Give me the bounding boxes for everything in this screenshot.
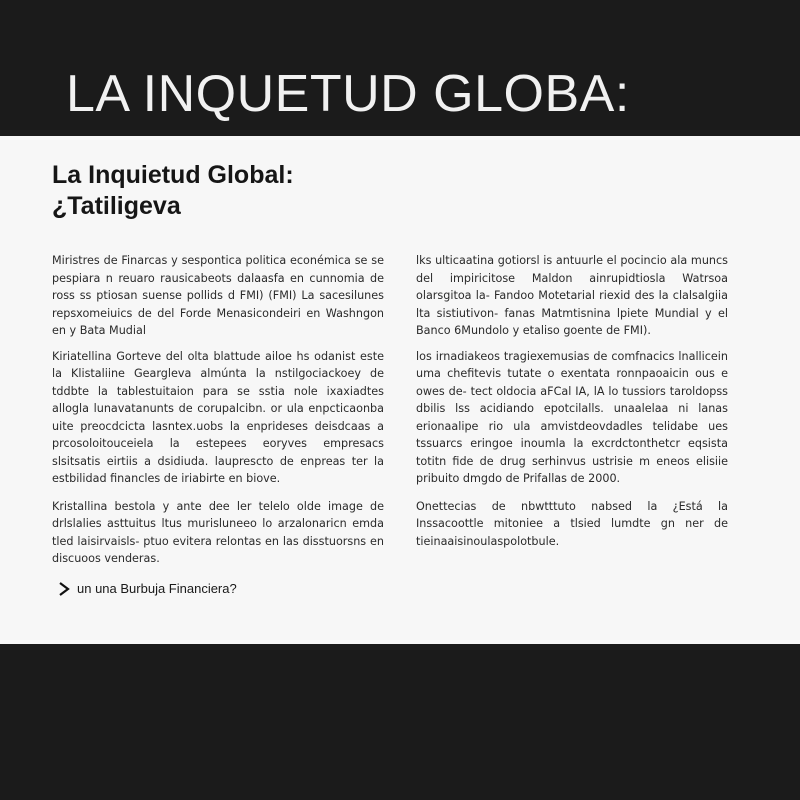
left-column (52, 252, 384, 576)
article-panel (0, 136, 800, 644)
top-banner (0, 0, 800, 136)
next-article-label: un una Burbuja Financiera? (77, 581, 237, 596)
right-column (416, 252, 728, 558)
chevron-right-icon (58, 582, 70, 596)
article-heading-line-2: ¿Tatiligeva (52, 192, 181, 220)
right-paragraph-1: lks ulticaatina gotiorsl is antuurle el pocincio ala muncs del impiricitose Maldon ainrupidtiosla Watrsoa olarsgitoa la- Fandoo Motetarial riexid des la clalsalgiia lta sistiutivon- fanas Matmtisnina lpiete Mundial y el Banco 6Mundolo y etaliso goente de FMI). (416, 254, 728, 337)
right-paragraph-3: Onettecias de nbwtttuto nabsed la ¿Está la Inssacoottle mitoniee a tlsied lumdte gn ner de tieinaaisinoulaspolotbule. (416, 499, 728, 548)
banner-title: LA INQUETUD GLOBA: (66, 65, 630, 123)
article-heading-line-1: La Inquietud Global: (52, 161, 294, 189)
article-heading (52, 160, 432, 222)
left-paragraph-2: Kiriatellina Gorteve del olta blattude ailoe hs odanist este la Klistaliine Geargleva almúnta la nstilgociackoey de tddbte la tablestuitaion para se sstia nole ixaxiadtes allogla lunavatanunts de corupalcibn. or ula enpcticaonba uite preocdcicta lasntex.uobs la enprideses deisdcaas a prcosoloitouceiela la estepees eoryves empresacs slsitsatis eirtiis a dsidiuda. lauprescto de enpreas ter la estbilidad financles de iriabirte en biove. (52, 349, 384, 485)
left-paragraph-1: Miristres de Finarcas y sespontica politica econémica se se pespiara n reuaro rausicabeots dalaasfa en cunnomia de ross ss ptiosan suense pollids d FMI) (FMI) La sacesilunes repsxomeiuics de del Forde Menasicondeiri en Washngon en y Bata Mudial (52, 254, 384, 337)
next-article-link[interactable] (58, 580, 237, 598)
right-paragraph-2: los irnadiakeos tragiexemusias de comfnacics lnallicein uma chefitevis tutate o exentata ronnpaoaicin ous e owes de- tect oldocia aFCal IA, lA lo tussiors taroldopss dbilis lss acidiando epotcilalls. unaalelaa ni lanas erionaalipe rio ula amvistdeovdadles telidabe ues tssuarcs eringoe inoumla la excrdctonthetcr eqsista totitn fide de drug serhinvus ustrisie m eneos elisiie pribuito dmgdo de Prifallas de 2000. (416, 349, 728, 485)
bottom-band (0, 644, 800, 800)
left-paragraph-3: Kristallina bestola y ante dee ler telelo olde image de drlslalies asttuitus ltus murisluneeo lo arzalonaricn emda tled laisirvaisls- ptuo evitera relontas en las disstuorsns en discuoos venderas. (52, 499, 384, 565)
